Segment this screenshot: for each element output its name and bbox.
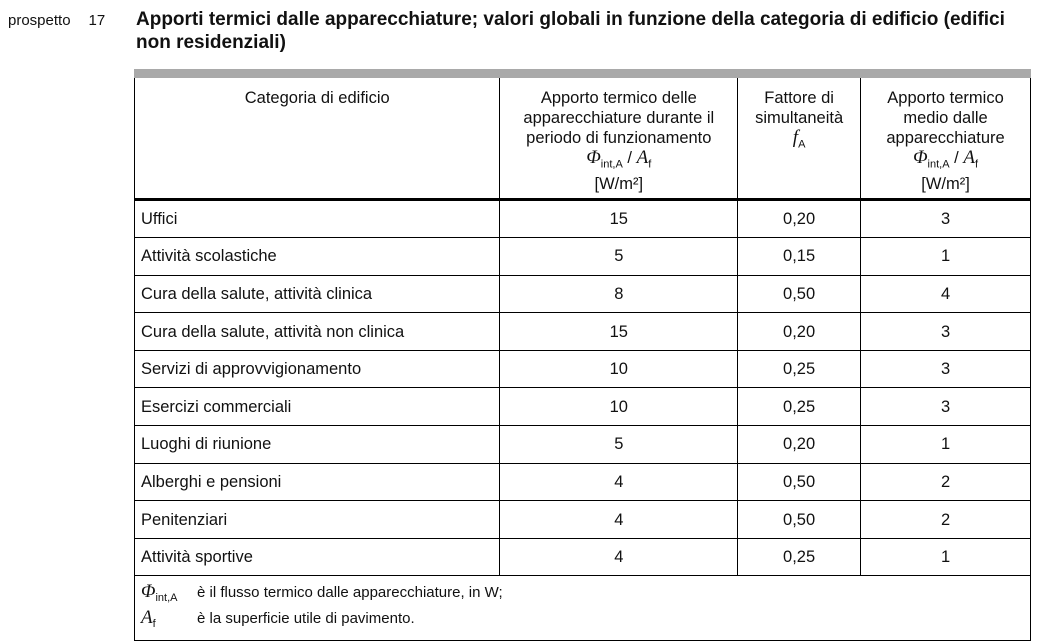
cell-medio: 3 [861, 313, 1031, 351]
prospetto-word: prospetto [8, 12, 71, 29]
cell-medio: 2 [861, 501, 1031, 539]
data-table [134, 78, 1031, 641]
table-row [135, 426, 1031, 464]
cell-apporto: 15 [500, 313, 738, 351]
cell-categoria: Luoghi di riunione [135, 426, 500, 464]
header-apporto-line: Apporto termico delle [540, 89, 697, 107]
cell-fattore: 0,20 [738, 313, 861, 351]
header-apporto-unit: [W/m²] [594, 175, 644, 194]
cell-medio: 3 [861, 388, 1031, 426]
header-fattore-symbol: $f_A$ [792, 127, 806, 151]
header-medio-symbol: $\Phi_{int,A} / A_f$ [913, 147, 978, 171]
header-apporto-line: periodo di funzionamento [526, 129, 712, 147]
cell-apporto: 5 [500, 238, 738, 276]
cell-categoria: Attività scolastiche [135, 238, 500, 276]
cell-fattore: 0,20 [738, 426, 861, 464]
header-medio-line: Apporto termico [887, 89, 1004, 107]
header-medio-line: medio dalle [903, 109, 988, 127]
cell-apporto: 4 [500, 538, 738, 576]
cell-apporto: 8 [500, 275, 738, 313]
prospetto-label [8, 12, 105, 29]
table-row [135, 199, 1031, 238]
cell-apporto: 4 [500, 463, 738, 501]
table-row [135, 388, 1031, 426]
header-fattore-line: Fattore di [764, 89, 834, 107]
header-apporto-symbol: $\Phi_{int,A} / A_f$ [586, 147, 652, 171]
cell-categoria: Attività sportive [135, 538, 500, 576]
cell-medio: 2 [861, 463, 1031, 501]
cell-fattore: 0,50 [738, 275, 861, 313]
notes-row [135, 576, 1031, 641]
prospetto-number: 17 [88, 12, 106, 29]
cell-medio: 1 [861, 238, 1031, 276]
table-title: Apporti termici dalle apparecchiature; valori globali in funzione della categoria di edificio (edifici non residenziali) [136, 9, 1005, 53]
table-row [135, 313, 1031, 351]
note-symbol-sub: f [152, 618, 156, 631]
header-fattore [738, 78, 861, 199]
cell-categoria: Alberghi e pensioni [135, 463, 500, 501]
note-symbol-sub: int,A [155, 592, 178, 605]
cell-medio: 4 [861, 275, 1031, 313]
note-symbol: Φ [141, 581, 156, 603]
cell-categoria: Uffici [135, 199, 500, 238]
cell-apporto: 4 [500, 501, 738, 539]
cell-apporto: 10 [500, 350, 738, 388]
cell-fattore: 0,25 [738, 388, 861, 426]
header-medio-unit: [W/m²] [921, 175, 970, 194]
cell-fattore: 0,50 [738, 463, 861, 501]
cell-categoria: Cura della salute, attività non clinica [135, 313, 500, 351]
note-line [141, 608, 1024, 634]
note-line [141, 582, 1024, 608]
header-categoria: Categoria di edificio [135, 78, 500, 199]
cell-fattore: 0,50 [738, 501, 861, 539]
table-row [135, 238, 1031, 276]
table-row [135, 350, 1031, 388]
note-text: è la superficie utile di pavimento. [197, 610, 415, 628]
cell-fattore: 0,15 [738, 238, 861, 276]
cell-medio: 1 [861, 426, 1031, 464]
header-apporto [500, 78, 738, 199]
header-medio-line: apparecchiature [886, 129, 1005, 147]
cell-categoria: Penitenziari [135, 501, 500, 539]
header-medio [861, 78, 1031, 199]
cell-medio: 3 [861, 350, 1031, 388]
note-text: è il flusso termico dalle apparecchiature, in W; [197, 584, 503, 602]
notes-cell [135, 576, 1031, 641]
cell-medio: 1 [861, 538, 1031, 576]
table-row [135, 275, 1031, 313]
cell-categoria: Servizi di approvvigionamento [135, 350, 500, 388]
title-rule [134, 69, 1031, 78]
table-row [135, 501, 1031, 539]
cell-fattore: 0,20 [738, 199, 861, 238]
cell-medio: 3 [861, 199, 1031, 238]
header-row [135, 78, 1031, 199]
header-apporto-line: apparecchiature durante il [523, 109, 715, 127]
cell-apporto: 15 [500, 199, 738, 238]
table-row [135, 463, 1031, 501]
cell-fattore: 0,25 [738, 350, 861, 388]
cell-apporto: 10 [500, 388, 738, 426]
table-row [135, 538, 1031, 576]
header-fattore-line: simultaneità [755, 109, 844, 127]
cell-categoria: Cura della salute, attività clinica [135, 275, 500, 313]
cell-fattore: 0,25 [738, 538, 861, 576]
cell-apporto: 5 [500, 426, 738, 464]
cell-categoria: Esercizi commerciali [135, 388, 500, 426]
note-symbol: A [141, 607, 153, 629]
